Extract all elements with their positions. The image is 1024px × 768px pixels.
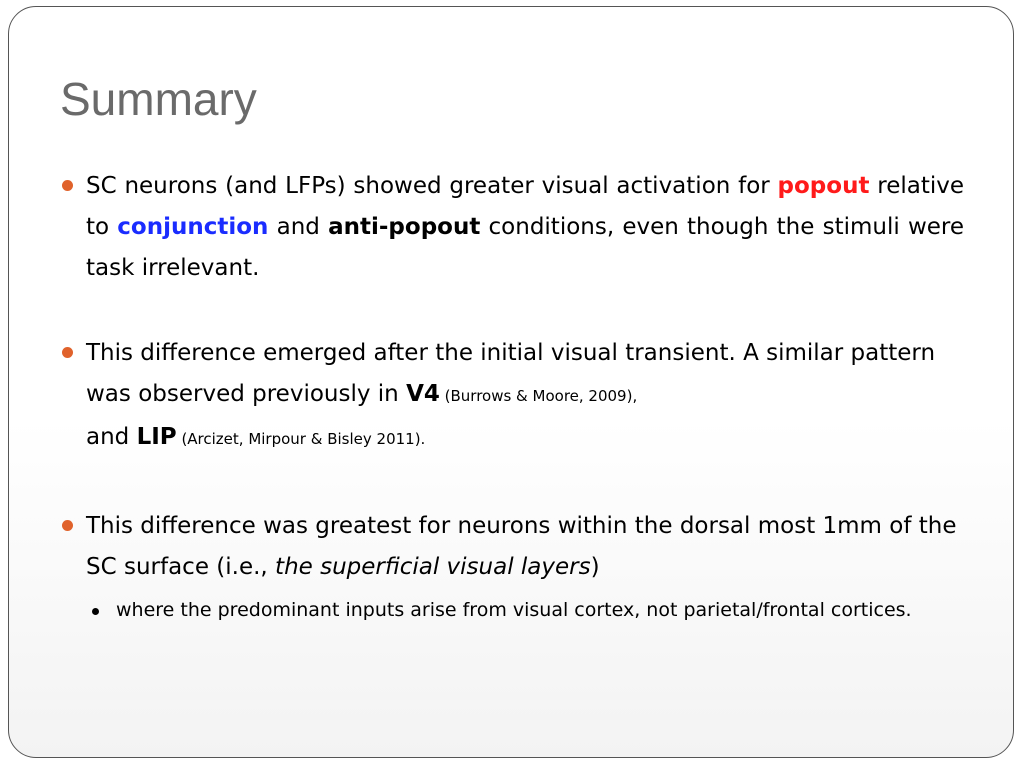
lip-term: LIP	[136, 424, 177, 450]
bullet-3	[60, 506, 964, 588]
sub-bullet	[86, 594, 964, 627]
sub-bullet-dot-icon	[92, 608, 99, 615]
bullet-3-text-b: )	[590, 554, 600, 580]
bullet-3-text-a: This difference was greatest for neurons within the dorsal most 1mm of the SC surface (i.e.,	[86, 513, 957, 580]
bullet-dot-icon	[62, 180, 73, 191]
bullet-1	[60, 166, 964, 289]
v4-term: V4	[406, 381, 440, 407]
conjunction-term: conjunction	[117, 214, 269, 240]
bullet-dot-icon	[62, 520, 73, 531]
bullet-2-text-a: This difference emerged after the initial visual transient. A similar pattern was observed previously in	[86, 340, 936, 407]
superficial-layers-term: the superficial visual layers	[275, 554, 591, 580]
bullet-1-text-d: conditions, even though the stimuli were task irrelevant.	[86, 214, 965, 281]
bullet-1-text-a: SC neurons (and LFPs) showed greater visual activation for	[86, 173, 778, 199]
popout-term: popout	[777, 173, 870, 199]
citation-arcizet: (Arcizet, Mirpour & Bisley 2011).	[176, 430, 426, 448]
bullet-2-text-b: and	[86, 424, 137, 450]
sub-bullet-text: where the predominant inputs arise from visual cortex, not parietal/frontal cortices.	[116, 599, 912, 621]
slide-body	[60, 166, 964, 627]
bullet-dot-icon	[62, 347, 73, 358]
anti-popout-term: anti-popout	[328, 214, 481, 240]
bullet-1-text-b: relative to	[86, 173, 964, 240]
citation-burrows-moore: (Burrows & Moore, 2009),	[439, 387, 638, 405]
slide-title: Summary	[60, 73, 257, 125]
bullet-2	[60, 333, 964, 460]
bullet-1-text-c: and	[268, 214, 329, 240]
